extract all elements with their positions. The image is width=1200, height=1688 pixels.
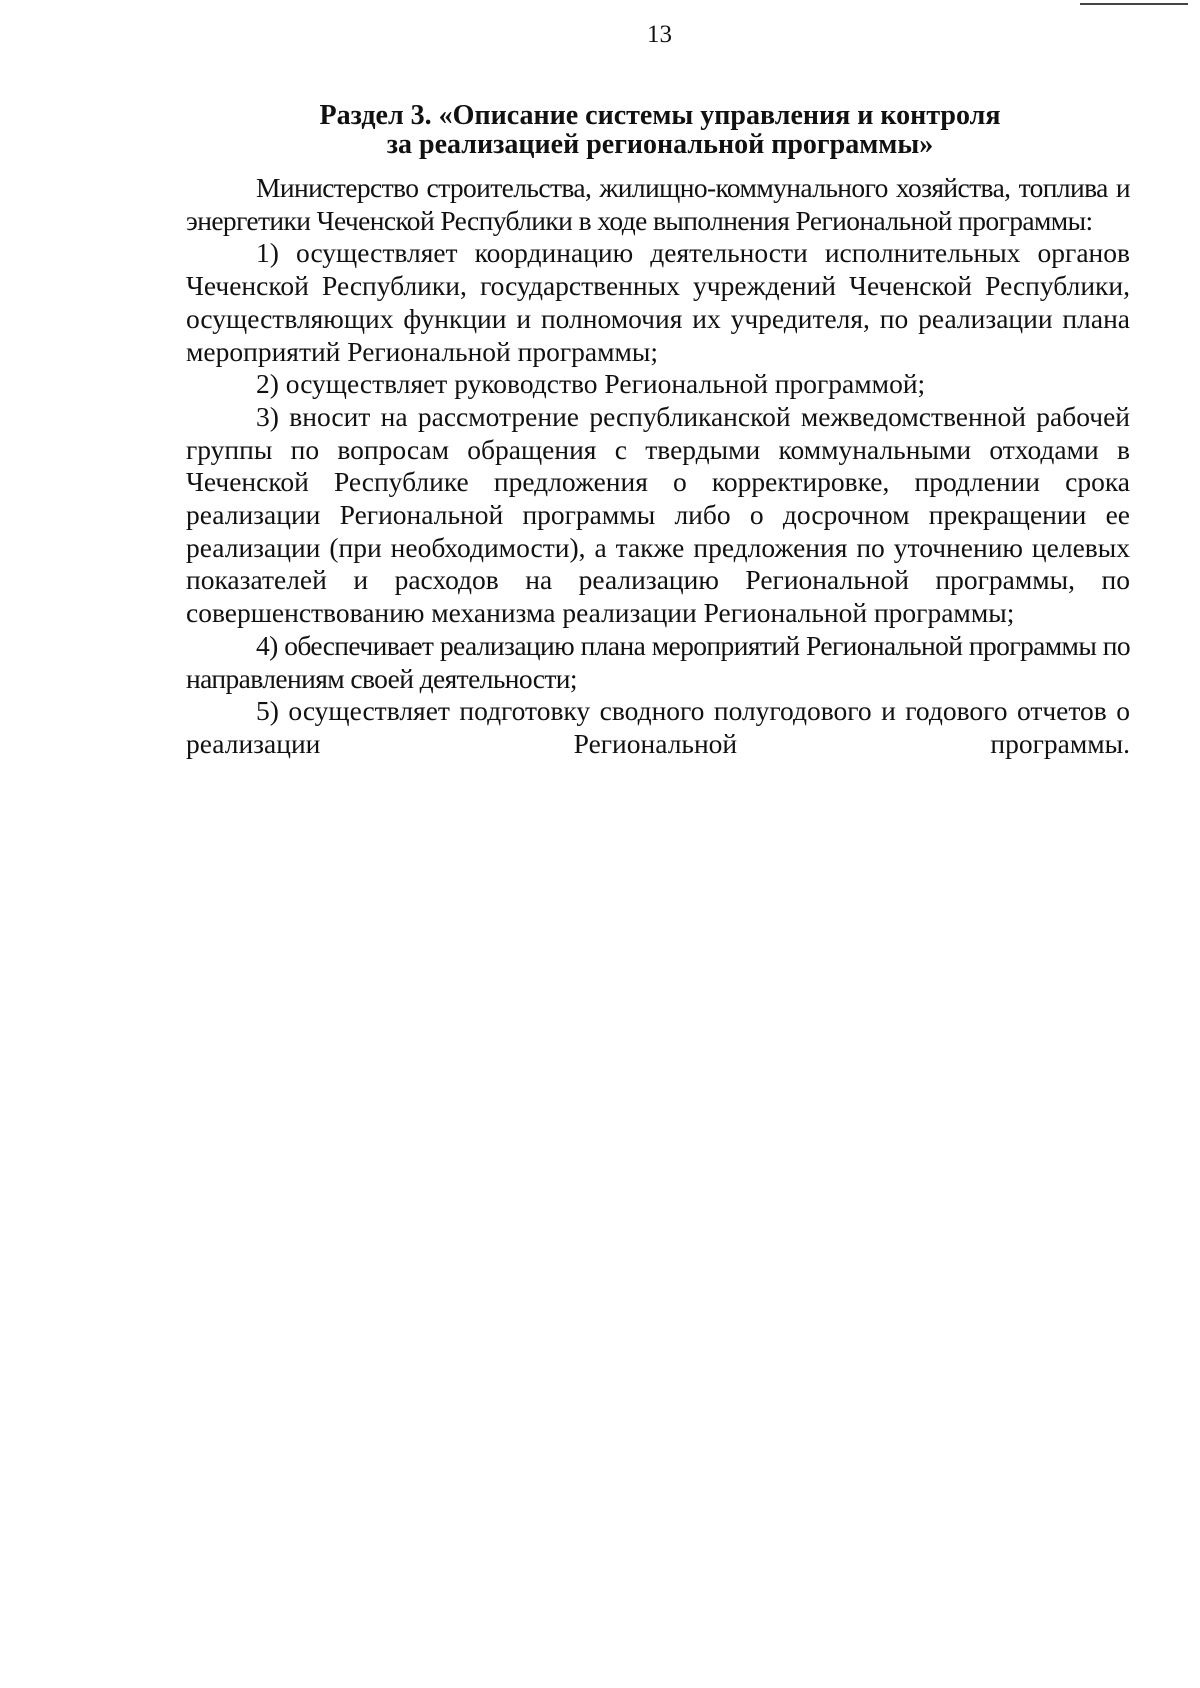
section-heading [230, 101, 1090, 159]
page-number: 13 [647, 21, 672, 48]
paragraph-intro: Министерство строительства, жилищно-коммунального хозяйства, топлива и энергетики Чеченской Республики в ходе выполнения Региональной программы: [186, 172, 1130, 236]
paragraph-item-2: 2) осуществляет руководство Региональной программой; [256, 368, 926, 400]
paragraph-item-5: 5) осуществляет подготовку сводного полугодового и годового отчетов о реализации Региональной программы. [186, 695, 1130, 759]
paragraph-item-4: 4) обеспечивает реализацию плана мероприятий Региональной программы по направлениям своей деятельности; [186, 629, 1130, 694]
paragraph-item-1: 1) осуществляет координацию деятельности исполнительных органов Чеченской Республики, государственных учреждений Чеченской Республики, осуществляющих функции и полномочия их учредителя, по реализации плана мероприятий Региональной программы; [186, 237, 1130, 367]
paragraph-item-3: 3) вносит на рассмотрение республиканской межведомственной рабочей группы по вопросам обращения с твердыми коммунальными отходами в Чеченской Республике предложения о корректировке, продлении срока реализации Региональной программы либо о досрочном прекращении ее реализации (при необходимости), а также предложения по уточнению целевых показателей и расходов на реализацию Региональной программы, по совершенствованию механизма реализации Региональной программы; [186, 400, 1130, 629]
top-right-rule [1080, 3, 1188, 5]
section-heading-line-1: Раздел 3. «Описание системы управления и контроля [319, 100, 1001, 131]
section-heading-line-2: за реализацией региональной программы» [386, 129, 934, 160]
document-body [186, 172, 1130, 761]
